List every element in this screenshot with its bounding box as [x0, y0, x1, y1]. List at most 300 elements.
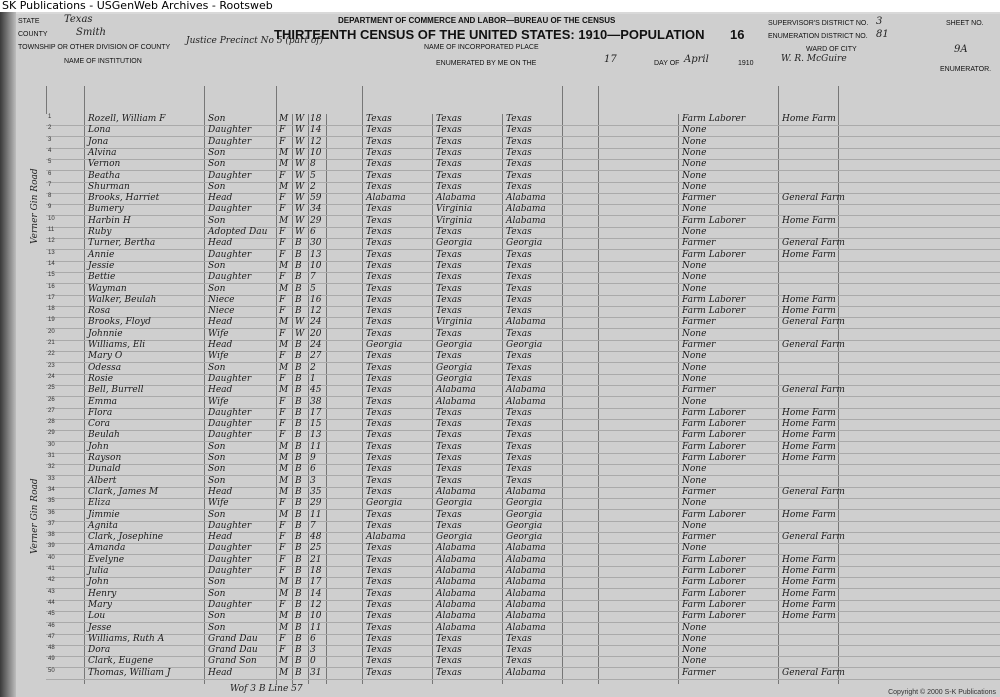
father-birthplace-cell: Texas: [436, 407, 462, 418]
relation-cell: Head: [208, 340, 233, 350]
occupation-cell: Farm Laborer: [682, 114, 746, 124]
enumerator-label: ENUMERATOR.: [940, 66, 992, 73]
birthplace-cell: Texas: [366, 215, 392, 226]
relation-cell: Son: [208, 611, 226, 622]
line-number: 29: [48, 430, 55, 437]
person-name-cell: Agnita: [88, 520, 118, 531]
sex-cell: M: [279, 611, 289, 622]
table-row-rule: [46, 679, 1000, 680]
race-cell: B: [295, 667, 302, 678]
age-cell: 18: [310, 114, 322, 124]
age-cell: 7: [310, 272, 316, 283]
person-name-cell: Rosa: [88, 306, 111, 317]
relation-cell: Son: [208, 464, 226, 475]
birthplace-cell: Texas: [366, 566, 392, 576]
col-citizenship: [562, 86, 599, 114]
relation-cell: Son: [208, 114, 226, 124]
line-number: 26: [48, 396, 55, 403]
person-name-cell: Emma: [88, 396, 118, 407]
age-cell: 2: [310, 362, 316, 373]
census-table: [46, 114, 1000, 684]
race-cell: B: [295, 396, 302, 407]
age-cell: 10: [310, 260, 322, 271]
mother-birthplace-cell: Texas: [506, 362, 532, 373]
birthplace-cell: Texas: [366, 645, 392, 656]
birthplace-cell: Texas: [366, 588, 392, 599]
line-number: 21: [48, 340, 55, 346]
industry-cell: Home Farm: [782, 577, 836, 588]
col-education-ownership: [838, 86, 1000, 114]
person-name-cell: Bumery: [88, 204, 124, 215]
birthplace-cell: Texas: [366, 147, 392, 158]
race-cell: B: [295, 498, 302, 509]
race-cell: B: [295, 509, 302, 520]
sex-cell: M: [279, 486, 289, 497]
birthplace-cell: Texas: [366, 396, 392, 407]
incorporated-place-label: NAME OF INCORPORATED PLACE: [424, 44, 539, 51]
occupation-cell: None: [682, 227, 707, 237]
person-name-cell: Mary O: [88, 351, 123, 362]
side-note-top: Verner Gin Road: [30, 168, 40, 244]
enumeration-district-value: 81: [876, 29, 889, 40]
supervisor-district-value: 3: [876, 16, 883, 27]
relation-cell: Daughter: [208, 520, 252, 531]
mother-birthplace-cell: Alabama: [506, 486, 546, 497]
mother-birthplace-cell: Texas: [506, 147, 532, 158]
industry-cell: General Farm: [782, 193, 845, 204]
birthplace-cell: Texas: [366, 170, 392, 181]
institution-label: NAME OF INSTITUTION: [64, 58, 142, 65]
relation-cell: Daughter: [208, 272, 252, 283]
age-cell: 11: [310, 441, 322, 452]
person-name-cell: Jesse: [88, 622, 112, 633]
person-name-cell: Eliza: [88, 498, 111, 509]
enumerated-by-label: ENUMERATED BY ME ON THE: [436, 60, 537, 67]
age-cell: 31: [310, 667, 322, 678]
col-location: [46, 86, 85, 114]
occupation-cell: Farm Laborer: [682, 306, 746, 317]
mother-birthplace-cell: Alabama: [506, 204, 546, 215]
mother-birthplace-cell: Texas: [506, 441, 532, 452]
age-cell: 11: [310, 622, 322, 633]
line-number: 45: [48, 611, 55, 618]
sex-cell: F: [279, 645, 286, 656]
day-of-label: DAY OF: [654, 60, 680, 67]
father-birthplace-cell: Texas: [436, 633, 462, 644]
line-number: 18: [48, 306, 55, 313]
industry-cell: Home Farm: [782, 509, 836, 520]
age-cell: 48: [310, 532, 322, 543]
father-birthplace-cell: Virginia: [436, 204, 473, 215]
occupation-cell: None: [682, 328, 707, 339]
race-cell: W: [295, 317, 305, 328]
sex-cell: M: [279, 509, 289, 520]
line-number: 25: [48, 385, 55, 392]
birthplace-cell: Texas: [366, 328, 392, 339]
mother-birthplace-cell: Alabama: [506, 385, 546, 396]
age-cell: 38: [310, 396, 322, 407]
line-number: 5: [48, 159, 52, 166]
person-name-cell: Lou: [88, 611, 106, 622]
occupation-cell: Farm Laborer: [682, 577, 746, 588]
mother-birthplace-cell: Texas: [506, 373, 532, 384]
line-number: 10: [48, 215, 55, 222]
mother-birthplace-cell: Texas: [506, 136, 532, 147]
age-cell: 14: [310, 125, 322, 136]
race-cell: B: [295, 362, 302, 373]
person-name-cell: Wayman: [88, 283, 127, 294]
relation-cell: Daughter: [208, 170, 252, 181]
relation-cell: Son: [208, 283, 226, 294]
person-name-cell: Henry: [88, 588, 117, 599]
sex-cell: M: [279, 181, 289, 192]
line-number: 11: [48, 227, 55, 233]
relation-cell: Daughter: [208, 373, 252, 384]
father-birthplace-cell: Alabama: [436, 566, 476, 576]
occupation-cell: None: [682, 373, 707, 384]
race-cell: W: [295, 170, 305, 181]
occupation-cell: Farm Laborer: [682, 611, 746, 622]
sex-cell: F: [279, 193, 286, 204]
birthplace-cell: Texas: [366, 633, 392, 644]
relation-cell: Son: [208, 588, 226, 599]
occupation-cell: Farm Laborer: [682, 294, 746, 305]
sex-cell: F: [279, 633, 286, 644]
mother-birthplace-cell: Texas: [506, 656, 532, 667]
age-cell: 24: [310, 340, 322, 350]
birthplace-cell: Texas: [366, 362, 392, 373]
mother-birthplace-cell: Alabama: [506, 599, 546, 610]
person-name-cell: Johnnie: [88, 328, 123, 339]
race-cell: B: [295, 543, 302, 554]
relation-cell: Son: [208, 453, 226, 463]
relation-cell: Head: [208, 193, 233, 204]
mother-birthplace-cell: Texas: [506, 272, 532, 283]
father-birthplace-cell: Texas: [436, 464, 462, 475]
birthplace-cell: Georgia: [366, 498, 403, 509]
father-birthplace-cell: Texas: [436, 181, 462, 192]
occupation-cell: None: [682, 181, 707, 192]
race-cell: B: [295, 238, 302, 249]
father-birthplace-cell: Texas: [436, 249, 462, 260]
birthplace-cell: Texas: [366, 475, 392, 486]
age-cell: 16: [310, 294, 322, 305]
birthplace-cell: Texas: [366, 464, 392, 475]
age-cell: 3: [310, 475, 316, 486]
mother-birthplace-cell: Texas: [506, 170, 532, 181]
race-cell: B: [295, 633, 302, 644]
age-cell: 6: [310, 633, 316, 644]
occupation-cell: None: [682, 125, 707, 136]
occupation-cell: Farm Laborer: [682, 566, 746, 576]
person-name-cell: Beatha: [88, 170, 121, 181]
mother-birthplace-cell: Texas: [506, 351, 532, 362]
father-birthplace-cell: Virginia: [436, 215, 473, 226]
race-cell: B: [295, 430, 302, 441]
industry-cell: Home Farm: [782, 453, 836, 463]
age-cell: 15: [310, 419, 322, 430]
relation-cell: Son: [208, 475, 226, 486]
birthplace-cell: Texas: [366, 486, 392, 497]
col-name: [84, 86, 205, 114]
age-cell: 24: [310, 317, 322, 328]
father-birthplace-cell: Texas: [436, 125, 462, 136]
race-cell: B: [295, 611, 302, 622]
birthplace-cell: Texas: [366, 453, 392, 463]
occupation-cell: None: [682, 396, 707, 407]
side-note-bottom: Verner Gin Road: [30, 478, 40, 554]
relation-cell: Head: [208, 317, 233, 328]
father-birthplace-cell: Alabama: [436, 396, 476, 407]
occupation-cell: None: [682, 147, 707, 158]
person-name-cell: John: [88, 577, 109, 588]
occupation-cell: None: [682, 520, 707, 531]
birthplace-cell: Texas: [366, 317, 392, 328]
industry-cell: Home Farm: [782, 599, 836, 610]
occupation-cell: Farm Laborer: [682, 509, 746, 520]
occupation-cell: None: [682, 204, 707, 215]
relation-cell: Grand Son: [208, 656, 257, 667]
person-name-cell: Clark, Eugene: [88, 656, 154, 667]
line-number: 47: [48, 633, 55, 640]
age-cell: 35: [310, 486, 322, 497]
sex-cell: M: [279, 385, 289, 396]
birthplace-cell: Texas: [366, 622, 392, 633]
industry-cell: General Farm: [782, 385, 845, 396]
mother-birthplace-cell: Texas: [506, 159, 532, 170]
age-cell: 17: [310, 407, 322, 418]
supervisor-district-label: SUPERVISOR'S DISTRICT NO.: [768, 20, 869, 27]
industry-cell: Home Farm: [782, 441, 836, 452]
month-value: April: [684, 54, 709, 65]
age-cell: 30: [310, 238, 322, 249]
industry-cell: Home Farm: [782, 294, 836, 305]
line-number: 22: [48, 351, 55, 358]
occupation-cell: Farmer: [682, 193, 716, 204]
mother-birthplace-cell: Texas: [506, 453, 532, 463]
person-name-cell: Turner, Bertha: [88, 238, 156, 249]
birthplace-cell: Texas: [366, 656, 392, 667]
birthplace-cell: Texas: [366, 114, 392, 124]
sex-cell: F: [279, 566, 286, 576]
line-number: 16: [48, 283, 55, 290]
line-number: 20: [48, 328, 55, 335]
birthplace-cell: Texas: [366, 373, 392, 384]
father-birthplace-cell: Texas: [436, 453, 462, 463]
father-birthplace-cell: Texas: [436, 351, 462, 362]
person-name-cell: Dunald: [88, 464, 121, 475]
race-cell: B: [295, 351, 302, 362]
occupation-cell: None: [682, 475, 707, 486]
age-cell: 5: [310, 283, 316, 294]
age-cell: 29: [310, 215, 322, 226]
age-cell: 7: [310, 520, 316, 531]
person-name-cell: Alvina: [88, 147, 117, 158]
father-birthplace-cell: Alabama: [436, 543, 476, 554]
race-cell: B: [295, 588, 302, 599]
birthplace-cell: Texas: [366, 599, 392, 610]
father-birthplace-cell: Alabama: [436, 554, 476, 565]
race-cell: B: [295, 464, 302, 475]
birthplace-cell: Texas: [366, 430, 392, 441]
race-cell: B: [295, 622, 302, 633]
person-name-cell: Clark, Josephine: [88, 532, 164, 543]
father-birthplace-cell: Texas: [436, 509, 462, 520]
person-name-cell: John: [88, 441, 109, 452]
sex-cell: F: [279, 238, 286, 249]
father-birthplace-cell: Texas: [436, 147, 462, 158]
relation-cell: Son: [208, 362, 226, 373]
enumerator-value: W. R. McGuire: [781, 54, 847, 64]
father-birthplace-cell: Georgia: [436, 532, 473, 543]
birthplace-cell: Texas: [366, 543, 392, 554]
line-number: 23: [48, 362, 55, 369]
census-sheet: [16, 14, 1000, 697]
relation-cell: Daughter: [208, 249, 252, 260]
sex-cell: F: [279, 328, 286, 339]
relation-cell: Head: [208, 238, 233, 249]
race-cell: B: [295, 294, 302, 305]
sex-cell: F: [279, 373, 286, 384]
relation-cell: Head: [208, 486, 233, 497]
person-name-cell: Jimmie: [88, 509, 120, 520]
race-cell: B: [295, 577, 302, 588]
sex-cell: M: [279, 215, 289, 226]
sex-cell: F: [279, 125, 286, 136]
birthplace-cell: Texas: [366, 260, 392, 271]
industry-cell: Home Farm: [782, 114, 836, 124]
person-name-cell: Bell, Burrell: [88, 385, 144, 396]
col-relation: [204, 86, 277, 114]
birthplace-cell: Texas: [366, 441, 392, 452]
father-birthplace-cell: Texas: [436, 283, 462, 294]
sex-cell: F: [279, 532, 286, 543]
line-number: 46: [48, 622, 55, 629]
age-cell: 27: [310, 351, 322, 362]
race-cell: B: [295, 520, 302, 531]
sex-cell: F: [279, 204, 286, 215]
sex-cell: M: [279, 159, 289, 170]
sex-cell: M: [279, 667, 289, 678]
person-name-cell: Annie: [88, 249, 115, 260]
mother-birthplace-cell: Alabama: [506, 215, 546, 226]
mother-birthplace-cell: Texas: [506, 181, 532, 192]
relation-cell: Head: [208, 532, 233, 543]
birthplace-cell: Texas: [366, 611, 392, 622]
line-number: 6: [48, 170, 52, 177]
sex-cell: F: [279, 543, 286, 554]
relation-cell: Son: [208, 441, 226, 452]
relation-cell: Son: [208, 260, 226, 271]
person-name-cell: Lona: [88, 125, 111, 136]
copyright-notice: Copyright © 2000 S-K Publications: [888, 689, 996, 696]
birthplace-cell: Alabama: [366, 193, 406, 204]
birthplace-cell: Texas: [366, 159, 392, 170]
industry-cell: Home Farm: [782, 554, 836, 565]
sex-cell: M: [279, 362, 289, 373]
state-label: STATE: [18, 18, 40, 25]
race-cell: B: [295, 407, 302, 418]
age-cell: 12: [310, 599, 322, 610]
census-heading: THIRTEENTH CENSUS OF THE UNITED STATES: 1910—POPULATION: [274, 27, 705, 42]
birthplace-cell: Texas: [366, 272, 392, 283]
person-name-cell: Julia: [88, 566, 109, 576]
township-label: TOWNSHIP OR OTHER DIVISION OF COUNTY: [18, 44, 171, 51]
line-number: 9: [48, 204, 52, 211]
birthplace-cell: Texas: [366, 306, 392, 317]
day-value: 17: [604, 54, 617, 65]
relation-cell: Adopted Dau: [208, 227, 268, 237]
col-occupation: [598, 86, 779, 114]
mother-birthplace-cell: Texas: [506, 249, 532, 260]
relation-cell: Son: [208, 509, 226, 520]
race-cell: W: [295, 204, 305, 215]
industry-cell: Home Farm: [782, 611, 836, 622]
industry-cell: Home Farm: [782, 566, 836, 576]
occupation-cell: None: [682, 260, 707, 271]
age-cell: 9: [310, 453, 316, 463]
relation-cell: Grand Dau: [208, 645, 258, 656]
race-cell: W: [295, 215, 305, 226]
relation-cell: Daughter: [208, 125, 252, 136]
mother-birthplace-cell: Texas: [506, 645, 532, 656]
mother-birthplace-cell: Alabama: [506, 622, 546, 633]
sex-cell: M: [279, 475, 289, 486]
person-name-cell: Rosie: [88, 373, 114, 384]
mother-birthplace-cell: Texas: [506, 633, 532, 644]
person-name-cell: Flora: [88, 407, 113, 418]
line-number: 33: [48, 475, 55, 482]
father-birthplace-cell: Alabama: [436, 577, 476, 588]
race-cell: B: [295, 441, 302, 452]
occupation-cell: None: [682, 656, 707, 667]
sex-cell: F: [279, 170, 286, 181]
line-number: 12: [48, 238, 55, 245]
mother-birthplace-cell: Georgia: [506, 498, 543, 509]
sex-cell: M: [279, 656, 289, 667]
person-name-cell: Harbin H: [88, 215, 131, 226]
sex-cell: F: [279, 407, 286, 418]
birthplace-cell: Texas: [366, 509, 392, 520]
occupation-cell: Farmer: [682, 340, 716, 350]
age-cell: 8: [310, 159, 316, 170]
mother-birthplace-cell: Texas: [506, 294, 532, 305]
line-number: 41: [48, 566, 55, 572]
relation-cell: Son: [208, 577, 226, 588]
mother-birthplace-cell: Texas: [506, 464, 532, 475]
race-cell: B: [295, 645, 302, 656]
county-label: COUNTY: [18, 31, 48, 38]
birthplace-cell: Texas: [366, 419, 392, 430]
sex-cell: F: [279, 351, 286, 362]
father-birthplace-cell: Texas: [436, 114, 462, 124]
mother-birthplace-cell: Alabama: [506, 588, 546, 599]
person-name-cell: Jona: [88, 136, 109, 147]
occupation-cell: Farmer: [682, 486, 716, 497]
mother-birthplace-cell: Georgia: [506, 340, 543, 350]
relation-cell: Wife: [208, 351, 229, 362]
mother-birthplace-cell: Texas: [506, 114, 532, 124]
relation-cell: Wife: [208, 498, 229, 509]
relation-cell: Son: [208, 147, 226, 158]
relation-cell: Daughter: [208, 599, 252, 610]
industry-cell: General Farm: [782, 340, 845, 350]
birthplace-cell: Texas: [366, 351, 392, 362]
line-number: 44: [48, 599, 55, 606]
sex-cell: F: [279, 249, 286, 260]
occupation-cell: Farm Laborer: [682, 215, 746, 226]
age-cell: 2: [310, 181, 316, 192]
